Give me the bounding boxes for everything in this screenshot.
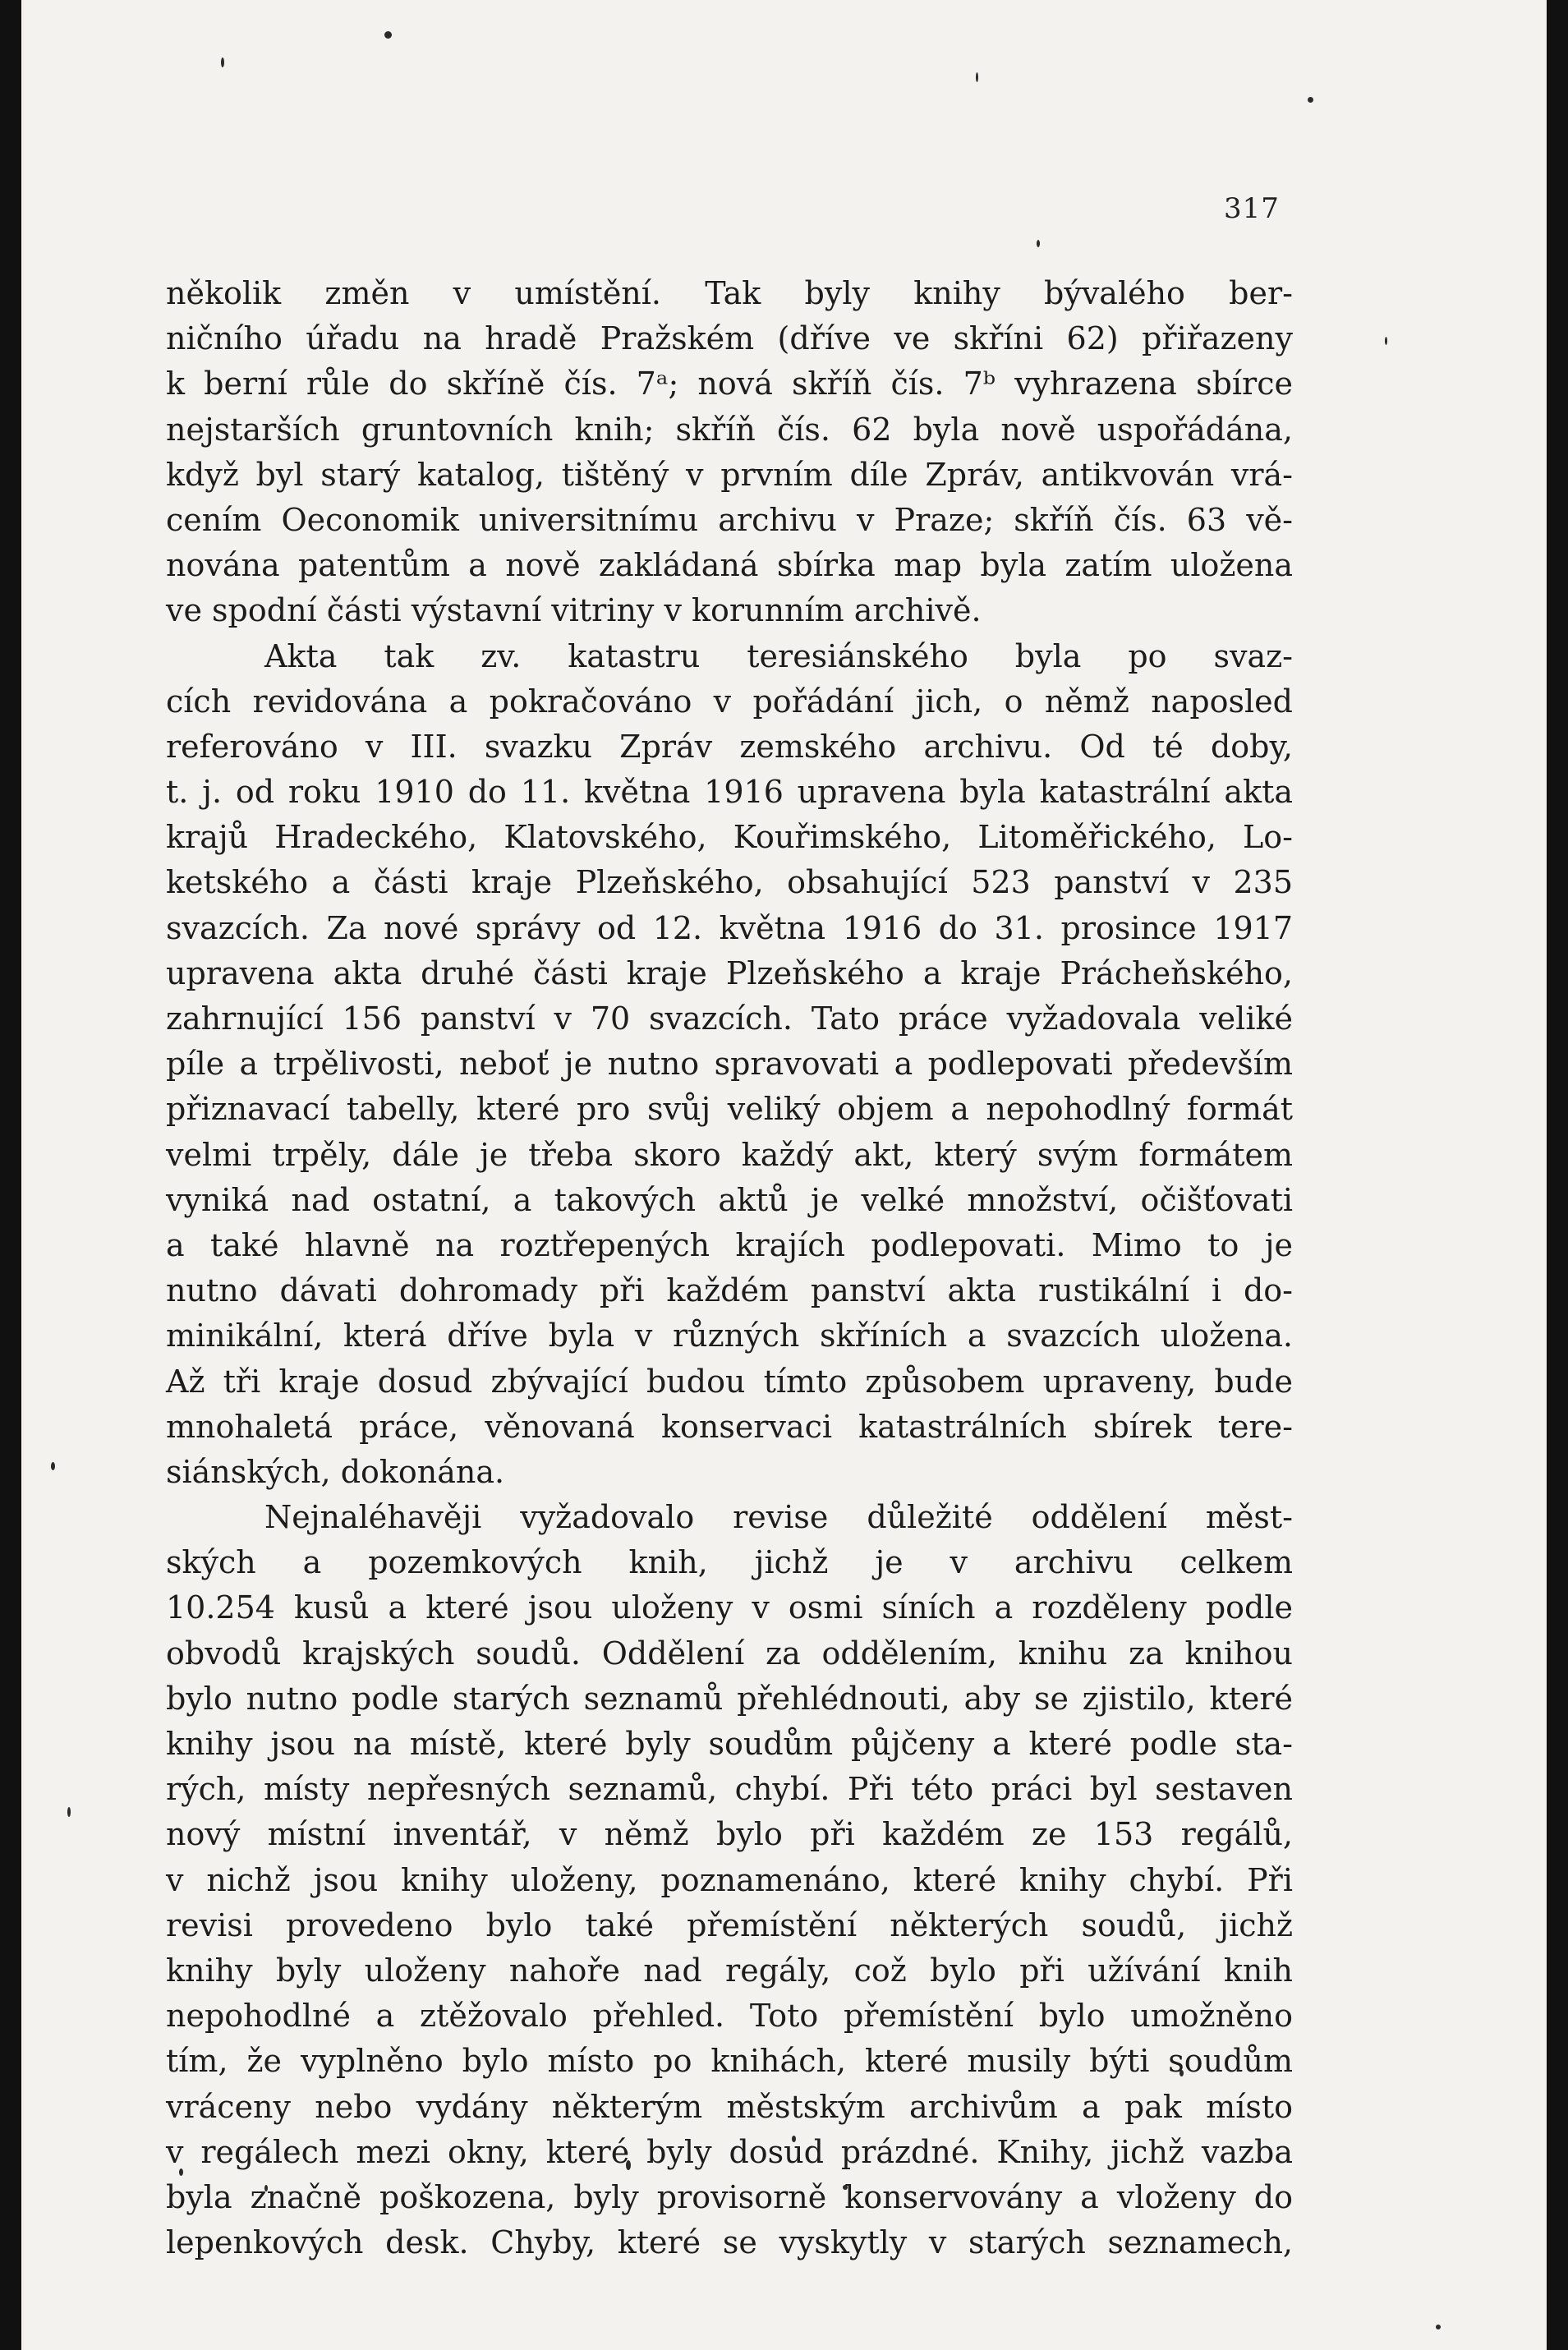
scanned-page — [21, 0, 1547, 2350]
text-line: Akta tak zv. katastru teresiánského byla po svaz- — [264, 637, 1293, 674]
text-line: píle a trpělivosti, neboť je nutno spravovati a podlepovati především — [166, 1046, 1293, 1083]
text-line: upravena akta druhé části kraje Plzeňského a kraje Prácheňského, — [166, 954, 1293, 991]
text-line: lepenkových desk. Chyby, které se vyskytly v starých seznamech, — [166, 2224, 1293, 2261]
scan-speck — [1308, 97, 1313, 103]
text-line: krajů Hradeckého, Klatovského, Kouřimského, Litoměřického, Lo- — [166, 819, 1293, 856]
text-line: knihy jsou na místě, které byly soudům půjčeny a které podle sta- — [166, 1726, 1293, 1762]
text-line: tím, že vyplněno bylo místo po knihách, které musily býti soudům — [166, 2043, 1293, 2080]
text-line: minikální, která dříve byla v různých skříních a svazcích uložena. — [166, 1318, 1293, 1354]
text-line: vyniká nad ostatní, a takových aktů je velké množství, očišťovati — [166, 1181, 1293, 1218]
text-line: k berní růle do skříně čís. 7ᵃ; nová skříň čís. 7ᵇ vyhrazena sbírce — [166, 366, 1293, 402]
text-line: v regálech mezi okny, které byly dosud prázdné. Knihy, jichž vazba — [166, 2133, 1293, 2170]
text-line: přiznavací tabelly, které pro svůj veliký objem a nepohodlný formát — [166, 1091, 1293, 1128]
scan-speck — [1385, 337, 1387, 345]
text-line: nutno dávati dohromady při každém panství akta rustikální i do- — [166, 1272, 1293, 1309]
text-line: svazcích. Za nové správy od 12. května 1916 do 31. prosince 1917 — [166, 909, 1293, 946]
text-line: nepohodlné a ztěžovalo přehled. Toto přemístění bylo umožněno — [166, 1998, 1293, 2035]
text-line: referováno v III. svazku Zpráv zemského archivu. Od té doby, — [166, 728, 1293, 765]
text-line: rých, místy nepřesných seznamů, chybí. Při této práci byl sestaven — [166, 1771, 1293, 1808]
text-line: a také hlavně na roztřepených krajích podlepovati. Mimo to je — [166, 1226, 1293, 1263]
text-line: když byl starý katalog, tištěný v prvním díle Zpráv, antikvován vrá- — [166, 456, 1293, 493]
scan-speck — [976, 72, 978, 82]
scan-speck — [51, 1462, 55, 1470]
text-line: revisi provedeno bylo také přemístění některých soudů, jichž — [166, 1906, 1293, 1943]
text-line: siánských, dokonána. — [166, 1453, 505, 1490]
text-line: v nichž jsou knihy uloženy, poznamenáno, které knihy chybí. Při — [166, 1861, 1293, 1898]
text-line: několik změn v umístění. Tak byly knihy bývalého ber- — [166, 275, 1293, 311]
text-line: byla značně poškozena, byly provisorně konservovány a vloženy do — [166, 2178, 1293, 2215]
text-line: ketského a části kraje Plzeňského, obsahující 523 panství v 235 — [166, 864, 1293, 901]
text-line: ničního úřadu na hradě Pražském (dříve ve skříni 62) přiřazeny — [166, 320, 1293, 357]
text-line: velmi trpěly, dále je třeba skoro každý akt, který svým formátem — [166, 1136, 1293, 1173]
scan-speck — [221, 57, 224, 67]
text-line: nový místní inventář, v němž bylo při každém ze 153 regálů, — [166, 1816, 1293, 1853]
scan-speck — [67, 1807, 71, 1817]
text-line: vráceny nebo vydány některým městským archivům a pak místo — [166, 2088, 1293, 2125]
text-line: Až tři kraje dosud zbývající budou tímto způsobem upraveny, bude — [166, 1363, 1293, 1400]
text-line: zahrnující 156 panství v 70 svazcích. Tato práce vyžadovala veliké — [166, 1000, 1293, 1037]
text-line: nejstarších gruntovních knih; skříň čís. 62 byla nově uspořádána, — [166, 411, 1293, 448]
text-line: cením Oeconomik universitnímu archivu v Praze; skříň čís. 63 vě- — [166, 501, 1293, 538]
scan-speck — [384, 31, 392, 39]
text-line: cích revidována a pokračováno v pořádání jich, o němž naposled — [166, 683, 1293, 720]
body-text — [166, 271, 1293, 2265]
text-line: mnohaletá práce, věnovaná konservaci katastrálních sbírek tere- — [166, 1408, 1293, 1445]
text-line: ve spodní části výstavní vitriny v korunním archivě. — [166, 592, 982, 629]
scan-speck — [1037, 240, 1040, 247]
text-line: bylo nutno podle starých seznamů přehlédnouti, aby se zjistilo, které — [166, 1680, 1293, 1717]
text-line: nována patentům a nově zakládaná sbírka map byla zatím uložena — [166, 547, 1293, 584]
text-line: ských a pozemkových knih, jichž je v archivu celkem — [166, 1544, 1293, 1581]
scan-speck — [1436, 2325, 1441, 2329]
text-line: knihy byly uloženy nahoře nad regály, což bylo při užívání knih — [166, 1952, 1293, 1989]
text-line: t. j. od roku 1910 do 11. května 1916 upravena byla katastrální akta — [166, 774, 1293, 811]
page-number: 317 — [1224, 192, 1280, 225]
text-line: 10.254 kusů a které jsou uloženy v osmi síních a rozděleny podle — [166, 1589, 1293, 1626]
text-line: obvodů krajských soudů. Oddělení za oddělením, knihu za knihou — [166, 1635, 1293, 1672]
text-line: Nejnaléhavěji vyžadovalo revise důležité oddělení měst- — [264, 1499, 1293, 1536]
